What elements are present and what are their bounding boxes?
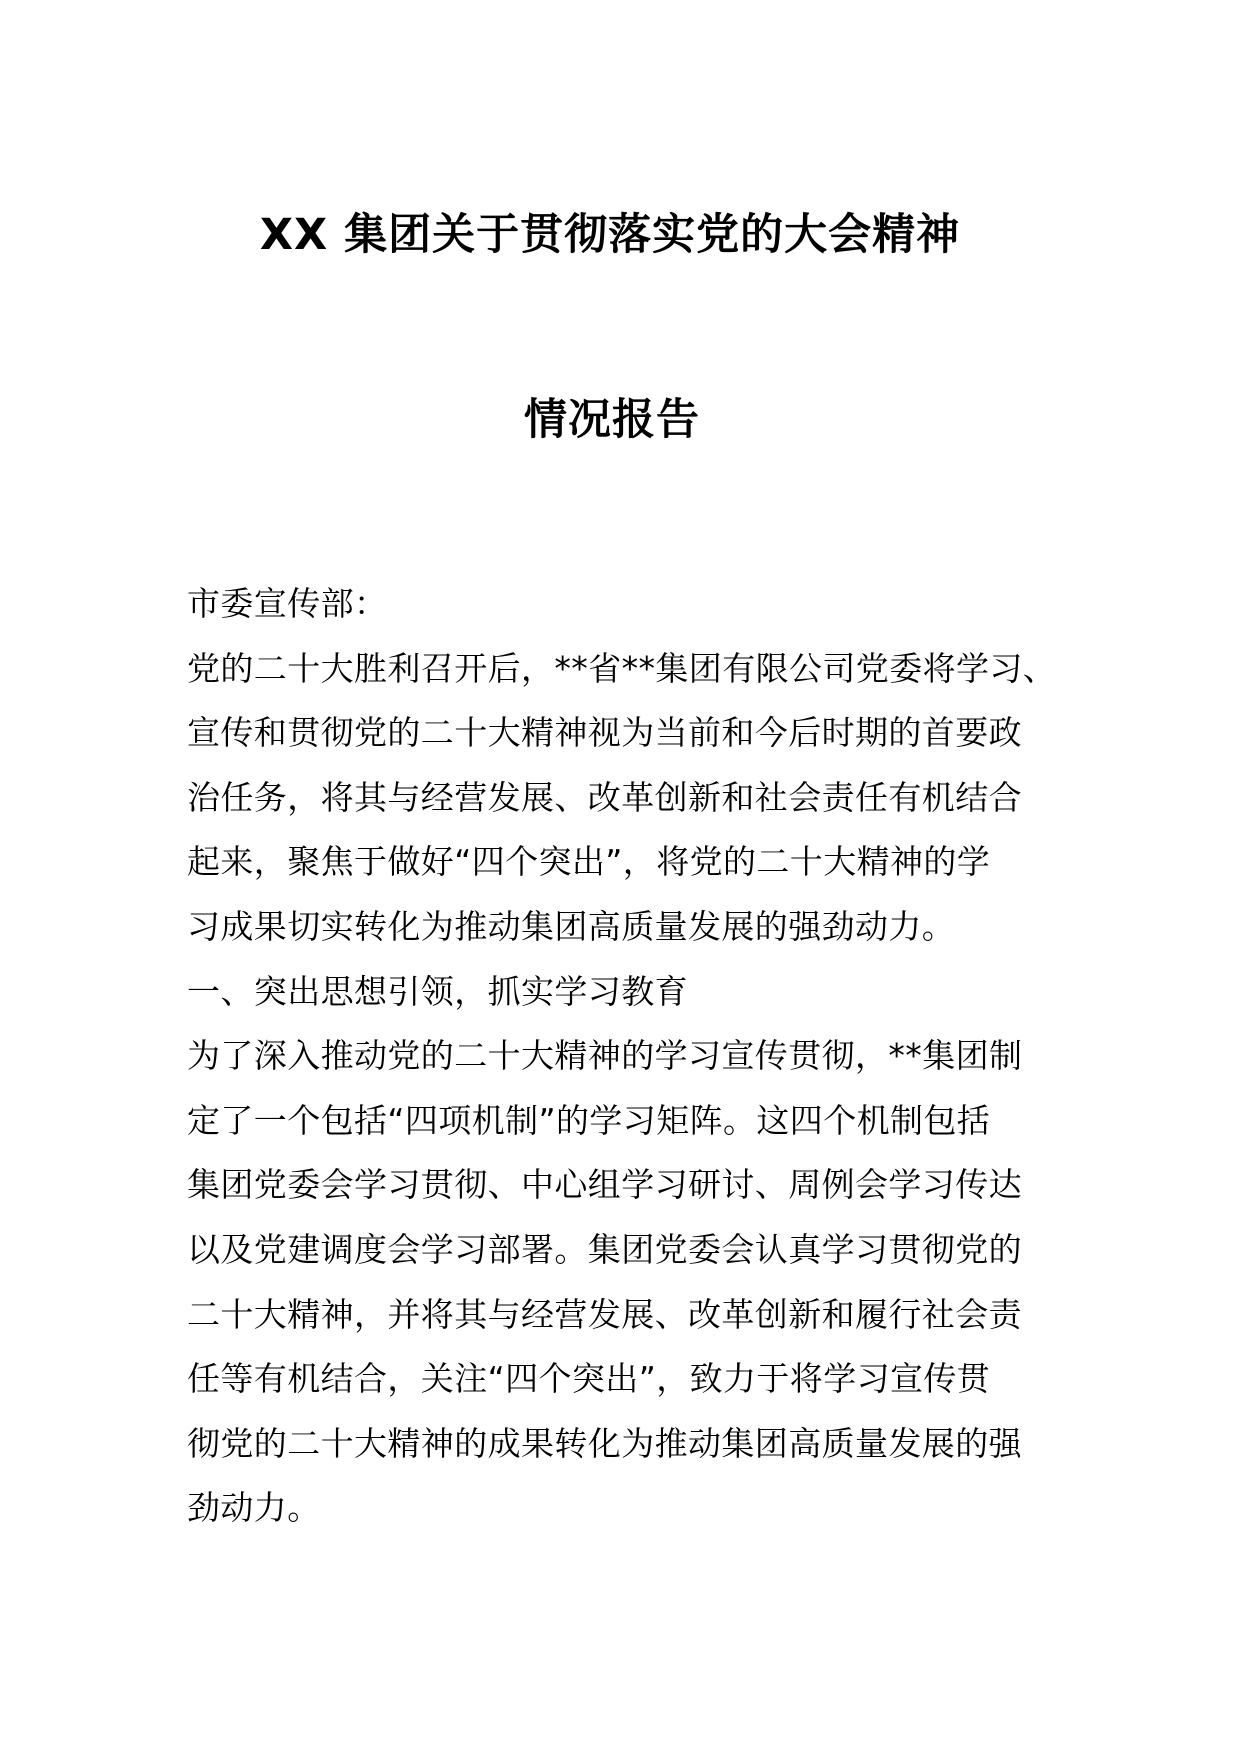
paragraph-line: 宣传和贯彻党的二十大精神视为当前和今后时期的首要政: [187, 713, 1022, 753]
paragraph-line: 劲动力。: [187, 1488, 321, 1528]
paragraph-line: 起来，聚焦于做好“四个突出”，将党的二十大精神的学: [187, 842, 991, 882]
paragraph-line: 以及党建调度会学习部署。集团党委会认真学习贯彻党的: [187, 1229, 1022, 1269]
paragraph-line: 定了一个包括“四项机制”的学习矩阵。这四个机制包括: [187, 1100, 991, 1140]
paragraph-line: 党的二十大胜利召开后，**省**集团有限公司党委将学习、: [187, 648, 1057, 688]
paragraph-line: 集团党委会学习贯彻、中心组学习研讨、周例会学习传达: [187, 1165, 1022, 1205]
paragraph-line: 治任务，将其与经营发展、改革创新和社会责任有机结合: [187, 777, 1022, 817]
salutation: 市委宣传部：: [187, 584, 388, 623]
paragraph-line: 彻党的二十大精神的成果转化为推动集团高质量发展的强: [187, 1423, 1022, 1463]
paragraph-line: 习成果切实转化为推动集团高质量发展的强劲动力。: [187, 906, 956, 946]
document-body: [187, 572, 1067, 1541]
document-title-line-1: XX 集团关于贯彻落实党的大会精神: [259, 210, 961, 260]
section-heading-1: 一、突出思想引领，抓实学习教育: [187, 971, 688, 1011]
paragraph-line: 为了深入推动党的二十大精神的学习宣传贯彻，**集团制: [187, 1036, 1023, 1076]
paragraph-1: [187, 637, 1067, 960]
document-title-line-2: 情况报告: [524, 395, 700, 445]
paragraph-2: [187, 1024, 1067, 1541]
paragraph-line: 任等有机结合，关注“四个突出”，致力于将学习宣传贯: [187, 1359, 991, 1399]
paragraph-line: 二十大精神，并将其与经营发展、改革创新和履行社会责: [187, 1294, 1022, 1334]
